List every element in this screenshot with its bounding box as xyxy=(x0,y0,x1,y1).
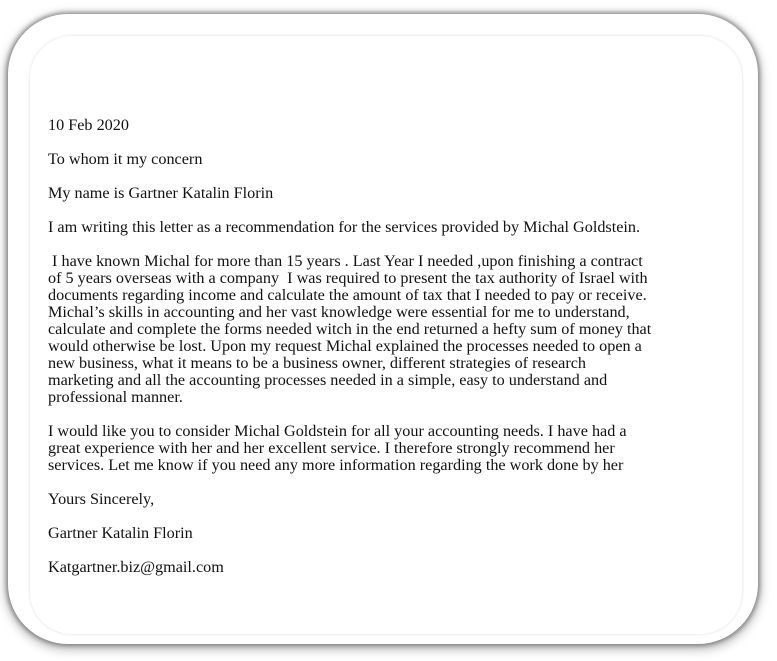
body-line: calculate and complete the forms needed witch in the end returned a hefty sum of money that xyxy=(48,320,652,338)
body-line: professional manner. xyxy=(48,388,183,406)
body-line: of 5 years overseas with a company I was required to present the tax authority of Israel with xyxy=(48,269,648,287)
body-line: would otherwise be lost. Upon my request Michal explained the processes needed to open a xyxy=(48,337,642,355)
body-line: I have known Michal for more than 15 years . Last Year I needed ,upon finishing a contract xyxy=(48,252,643,270)
body-line: new business, what it means to be a business owner, different strategies of research xyxy=(48,354,587,372)
letter-recommendation-paragraph xyxy=(48,423,738,474)
letter-body xyxy=(48,117,738,593)
body-line: documents regarding income and calculate the amount of tax that I needed to pay or receive. xyxy=(48,286,647,304)
letter-salutation: To whom it my concern xyxy=(48,150,203,168)
letter-signature-name: Gartner Katalin Florin xyxy=(48,524,193,542)
body-line: marketing and all the accounting processes needed in a simple, easy to understand and xyxy=(48,371,608,389)
recommend-line: I would like you to consider Michal Goldstein for all your accounting needs. I have had a xyxy=(48,422,627,440)
letter-date: 10 Feb 2020 xyxy=(48,116,129,134)
recommend-line: services. Let me know if you need any more information regarding the work done by her xyxy=(48,456,624,474)
letter-body-paragraph xyxy=(48,253,738,406)
recommend-line: great experience with her and her excellent service. I therefore strongly recommend her xyxy=(48,439,615,457)
letter-purpose: I am writing this letter as a recommendation for the services provided by Michal Goldstein. xyxy=(48,218,641,236)
letter-closing: Yours Sincerely, xyxy=(48,490,155,508)
body-line: Michal’s skills in accounting and her vast knowledge were essential for me to understand, xyxy=(48,303,630,321)
letter-intro: My name is Gartner Katalin Florin xyxy=(48,184,274,202)
letter-email: Katgartner.biz@gmail.com xyxy=(48,558,224,576)
